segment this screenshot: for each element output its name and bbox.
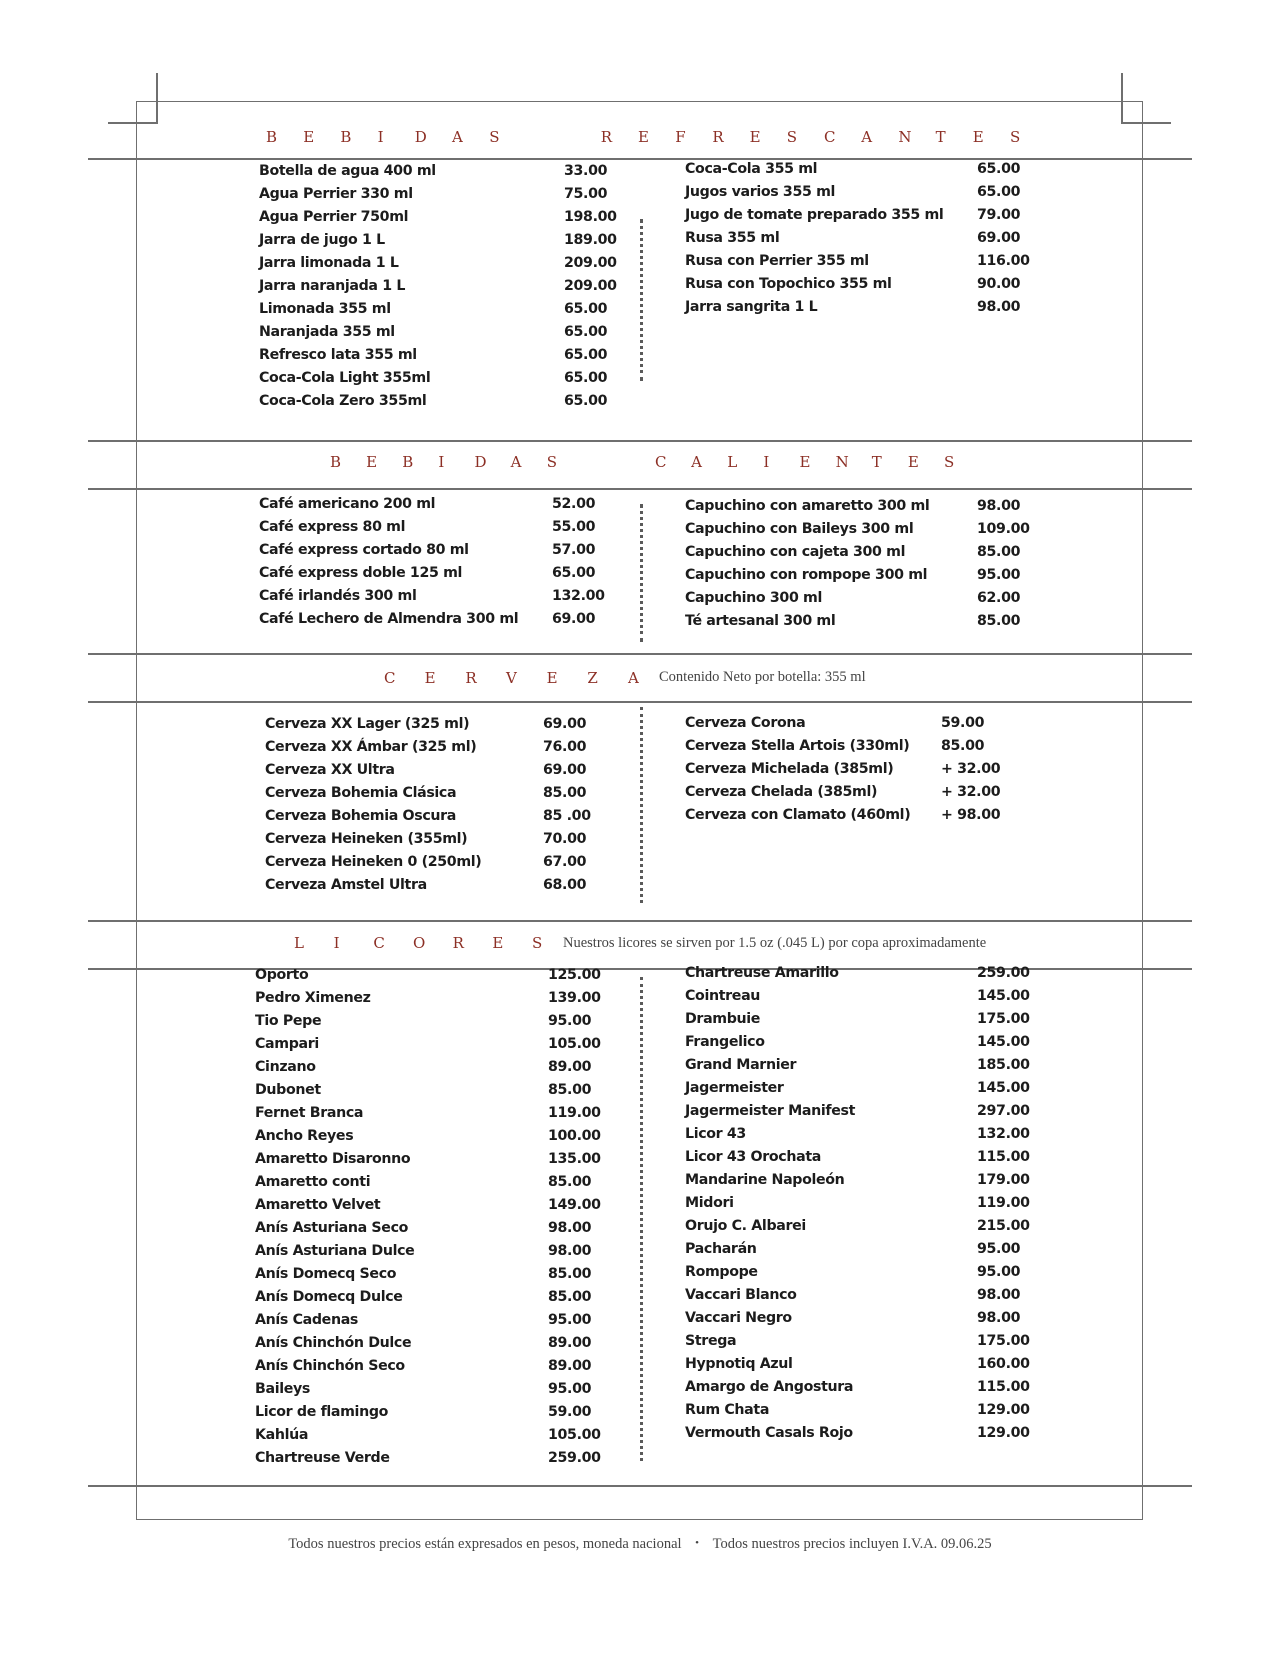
item-price: 85.00 bbox=[977, 613, 1021, 629]
item-price: 95.00 bbox=[548, 1381, 592, 1397]
item-price: 59.00 bbox=[941, 715, 985, 731]
item-name: Cerveza Heineken (355ml) bbox=[265, 831, 468, 847]
item-price: 95.00 bbox=[548, 1312, 592, 1328]
item-price: 145.00 bbox=[977, 988, 1030, 1004]
title-letter: A bbox=[861, 128, 873, 146]
item-name: Amaretto Velvet bbox=[255, 1197, 381, 1213]
divider bbox=[88, 158, 1192, 160]
item-price: + 32.00 bbox=[941, 784, 1001, 800]
divider bbox=[88, 1485, 1192, 1487]
item-price: 115.00 bbox=[977, 1149, 1030, 1165]
title-letter: R bbox=[465, 669, 477, 687]
item-name: Jarra limonada 1 L bbox=[259, 255, 399, 271]
item-name: Rusa 355 ml bbox=[685, 230, 780, 246]
column-separator bbox=[640, 504, 643, 642]
item-name: Anís Asturiana Dulce bbox=[255, 1243, 415, 1259]
item-price: 65.00 bbox=[564, 324, 608, 340]
divider bbox=[88, 488, 1192, 490]
corner-mark bbox=[108, 122, 158, 124]
title-letter: E bbox=[638, 128, 649, 146]
title-letter: E bbox=[492, 934, 504, 952]
item-price: 79.00 bbox=[977, 207, 1021, 223]
title-letter: I bbox=[763, 453, 770, 471]
item-name: Cinzano bbox=[255, 1059, 316, 1075]
footer bbox=[0, 1536, 1280, 1553]
item-name: Amaretto conti bbox=[255, 1174, 371, 1190]
title-letter: S bbox=[532, 934, 543, 952]
title-letter: B bbox=[266, 128, 278, 146]
item-name: Rusa con Perrier 355 ml bbox=[685, 253, 869, 269]
item-price: 115.00 bbox=[977, 1379, 1030, 1395]
item-price: 85.00 bbox=[548, 1082, 592, 1098]
cerveza-note: Contenido Neto por botella: 355 ml bbox=[659, 669, 866, 685]
item-price: 175.00 bbox=[977, 1333, 1030, 1349]
item-name: Tio Pepe bbox=[255, 1013, 322, 1029]
item-name: Limonada 355 ml bbox=[259, 301, 391, 317]
item-price: 95.00 bbox=[548, 1013, 592, 1029]
title-letter: Z bbox=[587, 669, 598, 687]
item-name: Jarra naranjada 1 L bbox=[259, 278, 406, 294]
item-name: Mandarine Napoleón bbox=[685, 1172, 845, 1188]
item-name: Cointreau bbox=[685, 988, 761, 1004]
item-price: + 32.00 bbox=[941, 761, 1001, 777]
item-name: Vaccari Blanco bbox=[685, 1287, 797, 1303]
item-name: Capuchino 300 ml bbox=[685, 590, 823, 606]
item-price: 65.00 bbox=[564, 370, 608, 386]
item-price: 175.00 bbox=[977, 1011, 1030, 1027]
item-price: 85.00 bbox=[548, 1289, 592, 1305]
item-name: Café americano 200 ml bbox=[259, 496, 436, 512]
item-name: Jugo de tomate preparado 355 ml bbox=[685, 207, 944, 223]
item-price: 135.00 bbox=[548, 1151, 601, 1167]
item-price: 69.00 bbox=[977, 230, 1021, 246]
item-price: 160.00 bbox=[977, 1356, 1030, 1372]
item-price: 100.00 bbox=[548, 1128, 601, 1144]
item-name: Cerveza Bohemia Oscura bbox=[265, 808, 457, 824]
title-letter: S bbox=[489, 128, 500, 146]
title-letter: D bbox=[474, 453, 487, 471]
title-letter: E bbox=[546, 669, 558, 687]
item-price: 89.00 bbox=[548, 1059, 592, 1075]
title-letter: F bbox=[675, 128, 686, 146]
item-name: Cerveza Corona bbox=[685, 715, 806, 731]
item-name: Capuchino con rompope 300 ml bbox=[685, 567, 928, 583]
column-separator bbox=[640, 219, 643, 381]
title-letter: N bbox=[835, 453, 849, 471]
item-price: 145.00 bbox=[977, 1034, 1030, 1050]
item-price: 209.00 bbox=[564, 255, 617, 271]
item-name: Agua Perrier 330 ml bbox=[259, 186, 413, 202]
item-price: 67.00 bbox=[543, 854, 587, 870]
item-price: + 98.00 bbox=[941, 807, 1001, 823]
item-price: 259.00 bbox=[977, 965, 1030, 981]
title-letter: A bbox=[628, 669, 639, 687]
title-letter: S bbox=[546, 453, 557, 471]
title-letter: T bbox=[935, 128, 946, 146]
item-name: Midori bbox=[685, 1195, 734, 1211]
item-name: Frangelico bbox=[685, 1034, 765, 1050]
item-price: 215.00 bbox=[977, 1218, 1030, 1234]
title-letter: B bbox=[340, 128, 352, 146]
item-name: Agua Perrier 750ml bbox=[259, 209, 409, 225]
title-letter: C bbox=[384, 669, 396, 687]
item-price: 95.00 bbox=[977, 1241, 1021, 1257]
title-letter: E bbox=[424, 669, 436, 687]
item-name: Coca-Cola 355 ml bbox=[685, 161, 818, 177]
item-name: Té artesanal 300 ml bbox=[685, 613, 836, 629]
title-letter: B bbox=[402, 453, 414, 471]
title-letter: E bbox=[303, 128, 315, 146]
item-price: 139.00 bbox=[548, 990, 601, 1006]
title-letter: E bbox=[907, 453, 919, 471]
title-letter: S bbox=[944, 453, 955, 471]
item-price: 85.00 bbox=[548, 1174, 592, 1190]
title-letter: E bbox=[972, 128, 984, 146]
item-price: 70.00 bbox=[543, 831, 587, 847]
title-letter: C bbox=[373, 934, 385, 952]
item-price: 198.00 bbox=[564, 209, 617, 225]
item-price: 209.00 bbox=[564, 278, 617, 294]
item-name: Cerveza Chelada (385ml) bbox=[685, 784, 878, 800]
title-letter: N bbox=[898, 128, 912, 146]
item-price: 132.00 bbox=[552, 588, 605, 604]
item-price: 95.00 bbox=[977, 1264, 1021, 1280]
item-name: Drambuie bbox=[685, 1011, 761, 1027]
item-price: 98.00 bbox=[977, 1287, 1021, 1303]
item-price: 55.00 bbox=[552, 519, 596, 535]
item-name: Naranjada 355 ml bbox=[259, 324, 395, 340]
title-letter: T bbox=[871, 453, 882, 471]
title-letter: R bbox=[452, 934, 464, 952]
item-price: 65.00 bbox=[564, 347, 608, 363]
item-name: Pedro Ximenez bbox=[255, 990, 371, 1006]
item-price: 89.00 bbox=[548, 1335, 592, 1351]
item-name: Cerveza Stella Artois (330ml) bbox=[685, 738, 910, 754]
item-name: Ancho Reyes bbox=[255, 1128, 354, 1144]
item-name: Chartreuse Verde bbox=[255, 1450, 390, 1466]
item-price: 119.00 bbox=[548, 1105, 601, 1121]
item-name: Rusa con Topochico 355 ml bbox=[685, 276, 892, 292]
item-name: Café irlandés 300 ml bbox=[259, 588, 417, 604]
item-name: Jagermeister bbox=[685, 1080, 784, 1096]
item-price: 105.00 bbox=[548, 1036, 601, 1052]
title-letter: E bbox=[749, 128, 761, 146]
item-name: Oporto bbox=[255, 967, 309, 983]
item-name: Kahlúa bbox=[255, 1427, 309, 1443]
item-price: 98.00 bbox=[977, 299, 1021, 315]
item-price: 89.00 bbox=[548, 1358, 592, 1374]
item-name: Cerveza XX Ultra bbox=[265, 762, 395, 778]
item-price: 68.00 bbox=[543, 877, 587, 893]
item-price: 59.00 bbox=[548, 1404, 592, 1420]
item-name: Cerveza XX Lager (325 ml) bbox=[265, 716, 470, 732]
item-name: Jarra de jugo 1 L bbox=[259, 232, 385, 248]
item-name: Anís Domecq Seco bbox=[255, 1266, 397, 1282]
title-letter: I bbox=[377, 128, 384, 146]
item-price: 85.00 bbox=[548, 1266, 592, 1282]
item-price: 75.00 bbox=[564, 186, 608, 202]
item-name: Refresco lata 355 ml bbox=[259, 347, 417, 363]
title-letter: L bbox=[727, 453, 738, 471]
item-name: Capuchino con amaretto 300 ml bbox=[685, 498, 930, 514]
item-name: Amaretto Disaronno bbox=[255, 1151, 411, 1167]
item-price: 90.00 bbox=[977, 276, 1021, 292]
title-letter: E bbox=[799, 453, 811, 471]
item-name: Café Lechero de Almendra 300 ml bbox=[259, 611, 519, 627]
item-name: Chartreuse Amarillo bbox=[685, 965, 839, 981]
item-name: Anís Domecq Dulce bbox=[255, 1289, 403, 1305]
item-price: 62.00 bbox=[977, 590, 1021, 606]
item-price: 145.00 bbox=[977, 1080, 1030, 1096]
item-name: Campari bbox=[255, 1036, 319, 1052]
title-letter: R bbox=[712, 128, 724, 146]
title-letter: I bbox=[438, 453, 445, 471]
corner-mark bbox=[156, 73, 158, 123]
footer-separator: • bbox=[695, 1537, 700, 1549]
item-name: Rompope bbox=[685, 1264, 758, 1280]
title-letter: A bbox=[510, 453, 522, 471]
divider bbox=[88, 440, 1192, 442]
item-price: 185.00 bbox=[977, 1057, 1030, 1073]
item-name: Dubonet bbox=[255, 1082, 321, 1098]
item-name: Rum Chata bbox=[685, 1402, 770, 1418]
item-price: 85 .00 bbox=[543, 808, 591, 824]
item-name: Cerveza Amstel Ultra bbox=[265, 877, 427, 893]
item-price: 129.00 bbox=[977, 1402, 1030, 1418]
item-name: Orujo C. Albarei bbox=[685, 1218, 806, 1234]
divider bbox=[88, 701, 1192, 703]
item-name: Anís Asturiana Seco bbox=[255, 1220, 409, 1236]
item-name: Café express doble 125 ml bbox=[259, 565, 463, 581]
item-price: 132.00 bbox=[977, 1126, 1030, 1142]
item-name: Licor 43 Orochata bbox=[685, 1149, 821, 1165]
footer-currency-note: Todos nuestros precios están expresados en pesos, moneda nacional bbox=[288, 1536, 682, 1552]
title-letter: I bbox=[333, 934, 340, 952]
item-price: 65.00 bbox=[564, 301, 608, 317]
item-name: Café express cortado 80 ml bbox=[259, 542, 469, 558]
column-separator bbox=[640, 977, 643, 1461]
column-separator bbox=[640, 707, 643, 903]
item-price: 76.00 bbox=[543, 739, 587, 755]
title-letter: C bbox=[824, 128, 836, 146]
licores-note: Nuestros licores se sirven por 1.5 oz (.045 L) por copa aproximadamente bbox=[563, 935, 987, 951]
item-name: Anís Cadenas bbox=[255, 1312, 359, 1328]
section-title-calientes bbox=[0, 453, 1280, 473]
item-price: 65.00 bbox=[564, 393, 608, 409]
item-price: 69.00 bbox=[543, 762, 587, 778]
item-price: 297.00 bbox=[977, 1103, 1030, 1119]
item-price: 129.00 bbox=[977, 1425, 1030, 1441]
item-name: Capuchino con Baileys 300 ml bbox=[685, 521, 914, 537]
corner-mark bbox=[1121, 122, 1171, 124]
item-price: 85.00 bbox=[977, 544, 1021, 560]
item-name: Pacharán bbox=[685, 1241, 757, 1257]
item-price: 69.00 bbox=[552, 611, 596, 627]
item-name: Cerveza Michelada (385ml) bbox=[685, 761, 894, 777]
item-price: 105.00 bbox=[548, 1427, 601, 1443]
item-price: 52.00 bbox=[552, 496, 596, 512]
section-title-refrescantes bbox=[0, 128, 1280, 148]
item-price: 259.00 bbox=[548, 1450, 601, 1466]
title-letter: L bbox=[294, 934, 304, 952]
item-price: 98.00 bbox=[977, 1310, 1021, 1326]
item-name: Cerveza con Clamato (460ml) bbox=[685, 807, 911, 823]
item-name: Jarra sangrita 1 L bbox=[685, 299, 818, 315]
item-name: Amargo de Angostura bbox=[685, 1379, 854, 1395]
item-name: Cerveza Heineken 0 (250ml) bbox=[265, 854, 482, 870]
item-price: 65.00 bbox=[977, 184, 1021, 200]
item-name: Licor 43 bbox=[685, 1126, 746, 1142]
title-letter: S bbox=[1010, 128, 1021, 146]
item-name: Fernet Branca bbox=[255, 1105, 364, 1121]
item-name: Cerveza Bohemia Clásica bbox=[265, 785, 457, 801]
item-name: Capuchino con cajeta 300 ml bbox=[685, 544, 906, 560]
footer-tax-note: Todos nuestros precios incluyen I.V.A. 09.06.25 bbox=[712, 1536, 992, 1552]
divider bbox=[88, 653, 1192, 655]
item-price: 85.00 bbox=[543, 785, 587, 801]
item-price: 33.00 bbox=[564, 163, 608, 179]
item-price: 98.00 bbox=[548, 1220, 592, 1236]
item-name: Cerveza XX Ámbar (325 ml) bbox=[265, 739, 477, 755]
section-title-cerveza bbox=[0, 669, 1280, 689]
corner-mark bbox=[1121, 73, 1123, 123]
item-price: 65.00 bbox=[977, 161, 1021, 177]
title-letter: O bbox=[413, 934, 426, 952]
title-letter: A bbox=[452, 128, 463, 146]
item-name: Anís Chinchón Seco bbox=[255, 1358, 405, 1374]
item-price: 65.00 bbox=[552, 565, 596, 581]
item-name: Anís Chinchón Dulce bbox=[255, 1335, 412, 1351]
item-name: Coca-Cola Light 355ml bbox=[259, 370, 431, 386]
title-letter: E bbox=[366, 453, 378, 471]
title-letter: S bbox=[786, 128, 798, 146]
item-name: Jagermeister Manifest bbox=[685, 1103, 856, 1119]
item-name: Hypnotiq Azul bbox=[685, 1356, 793, 1372]
item-name: Strega bbox=[685, 1333, 737, 1349]
item-name: Coca-Cola Zero 355ml bbox=[259, 393, 427, 409]
item-price: 189.00 bbox=[564, 232, 617, 248]
divider bbox=[88, 920, 1192, 922]
item-price: 179.00 bbox=[977, 1172, 1030, 1188]
item-name: Café express 80 ml bbox=[259, 519, 406, 535]
item-name: Botella de agua 400 ml bbox=[259, 163, 436, 179]
item-name: Licor de flamingo bbox=[255, 1404, 389, 1420]
item-price: 109.00 bbox=[977, 521, 1030, 537]
item-name: Grand Marnier bbox=[685, 1057, 797, 1073]
title-letter: C bbox=[655, 453, 667, 471]
title-letter: D bbox=[414, 128, 427, 146]
item-price: 119.00 bbox=[977, 1195, 1030, 1211]
item-price: 98.00 bbox=[977, 498, 1021, 514]
item-name: Vaccari Negro bbox=[685, 1310, 792, 1326]
item-price: 116.00 bbox=[977, 253, 1030, 269]
item-price: 85.00 bbox=[941, 738, 985, 754]
item-name: Baileys bbox=[255, 1381, 310, 1397]
title-letter: A bbox=[691, 453, 703, 471]
title-letter: V bbox=[506, 669, 517, 687]
item-price: 69.00 bbox=[543, 716, 587, 732]
item-price: 149.00 bbox=[548, 1197, 601, 1213]
item-price: 95.00 bbox=[977, 567, 1021, 583]
title-letter: B bbox=[330, 453, 342, 471]
item-price: 98.00 bbox=[548, 1243, 592, 1259]
title-letter: R bbox=[600, 128, 613, 146]
item-name: Vermouth Casals Rojo bbox=[685, 1425, 853, 1441]
item-name: Jugos varios 355 ml bbox=[685, 184, 836, 200]
item-price: 125.00 bbox=[548, 967, 601, 983]
item-price: 57.00 bbox=[552, 542, 596, 558]
